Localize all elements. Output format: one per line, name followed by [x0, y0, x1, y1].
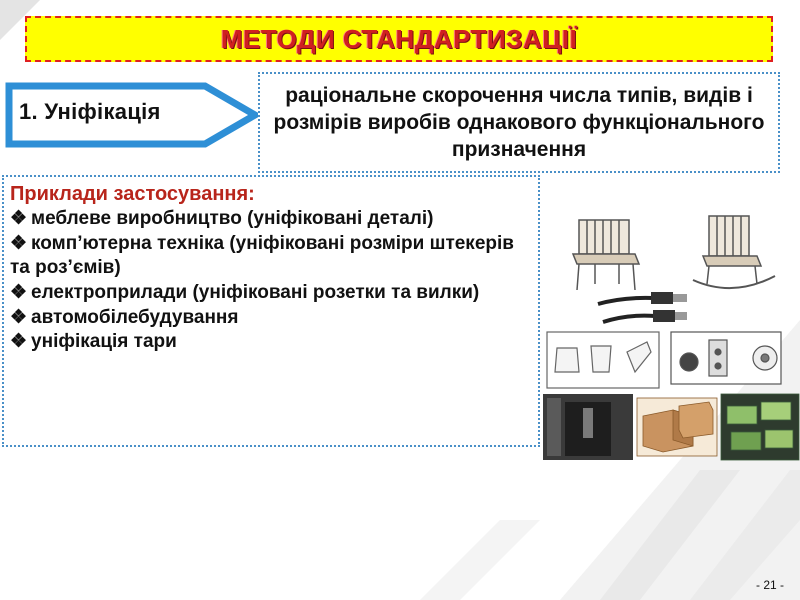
examples-heading: Приклади застосування: — [10, 183, 255, 205]
examples-illustrations — [543, 202, 800, 462]
chair-image — [573, 220, 639, 290]
sockets-image — [671, 332, 781, 384]
bullet-icon: ❖ — [10, 282, 28, 304]
bullet-icon: ❖ — [10, 331, 28, 353]
list-item: ❖ комп’ютерна техніка (уніфіковані розміри штекерів та роз’ємів) — [10, 232, 514, 279]
plugs-image — [547, 332, 659, 388]
method-arrow — [5, 82, 260, 148]
examples-list — [10, 207, 532, 355]
method-label: 1. Уніфікація — [19, 99, 161, 124]
definition-box — [258, 72, 780, 173]
bullet-icon: ❖ — [10, 208, 28, 229]
bullet-icon: ❖ — [10, 306, 28, 328]
examples-box — [2, 175, 540, 447]
title-banner — [25, 16, 773, 62]
rocking-chair-image — [693, 216, 775, 288]
page-number: - 21 - — [755, 578, 784, 592]
usb-cables-image — [598, 292, 687, 322]
list-item: ❖ меблеве виробництво (уніфіковані деталі) — [10, 208, 434, 229]
slide-title: МЕТОДИ СТАНДАРТИЗАЦІЇ — [220, 23, 578, 54]
bullet-icon: ❖ — [10, 232, 28, 254]
list-item: ❖ електроприлади (уніфіковані розетки та вилки) — [10, 282, 480, 304]
food-containers-image — [721, 394, 799, 460]
car-gearshift-image — [543, 394, 633, 460]
list-item: ❖ уніфікація тари — [10, 331, 177, 353]
cardboard-boxes-image — [637, 398, 717, 456]
list-item: ❖ автомобілебудування — [10, 306, 239, 328]
definition-text: раціональне скорочення числа типів, видів і розмірів виробів однакового функціонального призначення — [273, 83, 765, 162]
